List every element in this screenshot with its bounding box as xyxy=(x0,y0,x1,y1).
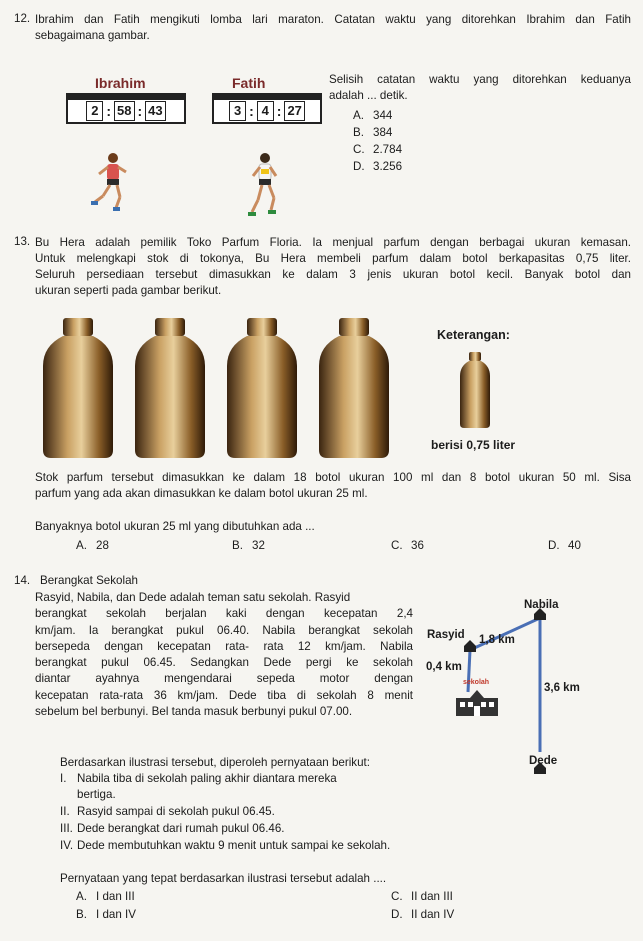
q14-story-line: berangkat sekolah berjalan kaki dengan kecepatan 2,4 xyxy=(35,607,413,621)
q12-question-line: adalah ... detik. xyxy=(329,89,408,102)
q14-option-a[interactable]: A. I dan III xyxy=(76,890,135,903)
ibrahim-hours: 2 xyxy=(86,101,103,121)
q14-number: 14. xyxy=(14,574,31,587)
q13-stem-line: Bu Hera adalah pemilik Toko Parfum Floria. Ia menjual parfum dengan berbagai ukuran kemasan. xyxy=(35,236,631,249)
q12-option-b[interactable]: B. 384 xyxy=(353,126,393,139)
q13-stock-line: parfum yang ada akan dimasukkan ke dalam botol ukuran 25 ml. xyxy=(35,487,368,500)
statement-3-num: III. xyxy=(60,822,73,835)
bottle-icon xyxy=(227,318,297,458)
q12-stem xyxy=(35,12,631,44)
q14-story-line: diantar ayahnya mengendarai sepeda motor dengan xyxy=(35,672,413,686)
runner-ibrahim-illustration xyxy=(86,150,136,212)
legend-caption: berisi 0,75 liter xyxy=(431,438,516,452)
bottle-icon xyxy=(135,318,205,458)
q14-story-line: km/jam. Ia berangkat pukul 06.40. Nabila berangkat sekolah xyxy=(35,623,413,637)
bottle-icon xyxy=(43,318,113,458)
map-distance-nabila-dede: 3,6 km xyxy=(544,682,580,694)
fatih-hours: 3 xyxy=(229,101,246,121)
bottle-icon xyxy=(319,318,389,458)
q13-stock-line: Stok parfum tersebut dimasukkan ke dalam 18 botol ukuran 100 ml dan 8 botol ukuran 50 ml. Sisa xyxy=(35,471,631,484)
route-map xyxy=(420,590,635,790)
q14-title: Berangkat Sekolah xyxy=(40,574,138,587)
map-distance-rasyid-nabila: 1,8 km xyxy=(479,634,515,646)
statement-2-num: II. xyxy=(60,805,70,818)
q12-question xyxy=(329,72,631,104)
legend-bottle-icon xyxy=(458,352,492,428)
q14-story-line: sebelum bel berbunyi. Bel tanda masuk berbunyi pukul 07.00. xyxy=(35,705,353,719)
q12-number: 12. xyxy=(14,12,31,25)
statement-4-num: IV. xyxy=(60,839,74,852)
q14-option-d[interactable]: D. II dan IV xyxy=(391,908,455,921)
q14-story-line: bersepeda dengan kecepatan rata- rata 12 km/jam. Nabila xyxy=(35,639,413,653)
runner-fatih-illustration xyxy=(238,150,288,220)
map-label-dede: Dede xyxy=(529,755,558,767)
fatih-minutes: 4 xyxy=(257,101,274,121)
statement-1-num: I. xyxy=(60,772,67,785)
ibrahim-seconds: 43 xyxy=(145,101,165,121)
ibrahim-name: Ibrahim xyxy=(95,75,146,91)
map-label-rasyid: Rasyid xyxy=(427,629,465,641)
q12-option-a[interactable]: A. 344 xyxy=(353,109,393,122)
q12-stem-line: Ibrahim dan Fatih mengikuti lomba lari maraton. Catatan waktu yang ditorehkan Ibrahim dan Fatih xyxy=(35,13,631,26)
q13-stem-line: Seluruh persediaan tersebut dimasukkan ke dalam 3 jenis ukuran botol kecil. Banyak botol dan xyxy=(35,268,631,281)
statement-1-text-cont: bertiga. xyxy=(77,788,116,801)
q13-option-a[interactable]: A. 28 xyxy=(76,539,109,552)
house-icon xyxy=(464,640,476,652)
q13-stock-text xyxy=(35,470,631,502)
q14-option-b[interactable]: B. I dan IV xyxy=(76,908,136,921)
q12-question-line: Selisih catatan waktu yang ditorehkan keduanya xyxy=(329,73,631,86)
ibrahim-timer xyxy=(66,98,186,124)
q14-story-line: berangkat pukul 06.45. Sedangkan Dede pergi ke sekolah xyxy=(35,656,413,670)
q12-option-d[interactable]: D. 3.256 xyxy=(353,160,403,173)
statement-2-text: Rasyid sampai di sekolah pukul 06.45. xyxy=(77,805,275,818)
q14-story-line: Rasyid, Nabila, dan Dede adalah teman satu sekolah. Rasyid xyxy=(35,591,351,604)
map-label-nabila: Nabila xyxy=(524,599,559,611)
q12-stem-line: sebagaimana gambar. xyxy=(35,29,150,42)
fatih-seconds: 27 xyxy=(284,101,304,121)
q13-option-b[interactable]: B. 32 xyxy=(232,539,265,552)
timer-colon: : xyxy=(137,103,143,119)
q14-intro: Berdasarkan ilustrasi tersebut, diperoleh pernyataan berikut: xyxy=(60,756,370,769)
fatih-name: Fatih xyxy=(232,75,266,91)
q13-option-c[interactable]: C. 36 xyxy=(391,539,424,552)
fatih-timer xyxy=(212,98,322,124)
perfume-bottles-illustration xyxy=(35,318,405,458)
timer-colon: : xyxy=(106,103,112,119)
map-distance-rasyid-school: 0,4 km xyxy=(426,661,462,673)
ibrahim-minutes: 58 xyxy=(114,101,134,121)
q14-option-c[interactable]: C. II dan III xyxy=(391,890,453,903)
timer-colon: : xyxy=(249,103,254,119)
q13-option-d[interactable]: D. 40 xyxy=(548,539,581,552)
q14-story-line: kecepatan rata-rata 36 km/jam. Dede tiba di sekolah 8 menit xyxy=(35,688,413,702)
statement-1-text: Nabila tiba di sekolah paling akhir diantara mereka xyxy=(77,772,337,785)
school-icon xyxy=(456,690,498,716)
q12-option-c[interactable]: C. 2.784 xyxy=(353,143,403,156)
q13-stem-line: Untuk melengkapi stok di tokonya, Bu Hera membeli parfum dalam botol berkapasitas 0,75 liter. xyxy=(35,252,631,265)
q13-stem-line: ukuran seperti pada gambar berikut. xyxy=(35,284,222,297)
timer-colon: : xyxy=(276,103,282,119)
q13-question: Banyaknya botol ukuran 25 ml yang dibutuhkan ada ... xyxy=(35,520,315,533)
q13-number: 13. xyxy=(14,235,31,248)
q14-question: Pernyataan yang tepat berdasarkan ilustrasi tersebut adalah .... xyxy=(60,872,387,885)
legend-title: Keterangan: xyxy=(437,328,510,342)
q14-story xyxy=(35,590,413,720)
statement-3-text: Dede berangkat dari rumah pukul 06.46. xyxy=(77,822,285,835)
map-label-school: sekolah xyxy=(463,679,490,686)
q13-stem xyxy=(35,235,631,299)
statement-4-text: Dede membutuhkan waktu 9 menit untuk sampai ke sekolah. xyxy=(77,839,391,852)
